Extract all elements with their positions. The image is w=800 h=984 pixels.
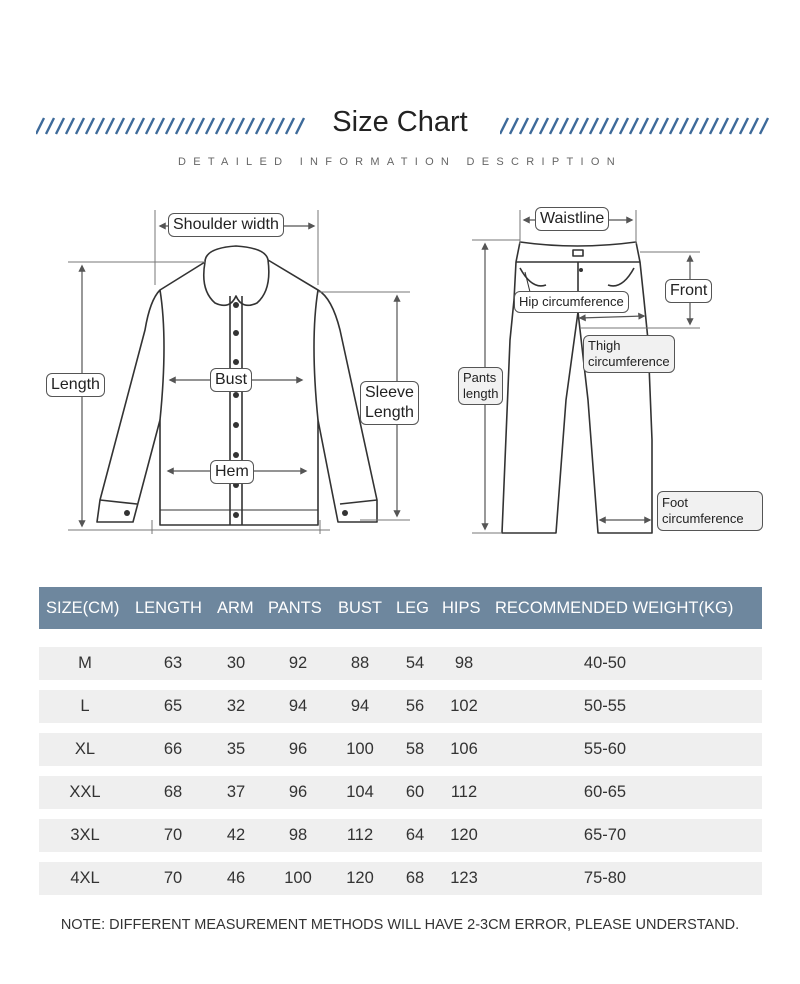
cell-leg: 68 (405, 869, 425, 887)
cell-weight: 50-55 (583, 697, 627, 715)
cell-bust: 94 (350, 697, 370, 715)
cell-size: 4XL (70, 869, 100, 887)
header-size: SIZE(CM) (46, 599, 120, 617)
decorative-slashes-right (500, 116, 770, 136)
header-pants: PANTS (268, 599, 322, 617)
cell-length: 65 (163, 697, 183, 715)
pants-length-line2: length (463, 386, 499, 401)
cell-leg: 56 (405, 697, 425, 715)
table-row (39, 733, 762, 766)
cell-leg: 60 (405, 783, 425, 801)
cell-hips: 123 (450, 869, 478, 887)
pants-length-line1: Pants (463, 370, 497, 385)
header (0, 100, 800, 180)
cell-length: 70 (163, 869, 183, 887)
cell-pants: 98 (288, 826, 308, 844)
hem-label: Hem (210, 460, 254, 484)
sleeve-length-line1: Sleeve (365, 384, 414, 401)
cell-bust: 100 (346, 740, 374, 758)
cell-weight: 65-70 (583, 826, 627, 844)
measurement-note: NOTE: DIFFERENT MEASUREMENT METHODS WILL HAVE 2-3CM ERROR, PLEASE UNDERSTAND. (60, 917, 740, 933)
cell-length: 70 (163, 826, 183, 844)
cell-weight: 60-65 (583, 783, 627, 801)
header-arm: ARM (217, 599, 254, 617)
header-weight: RECOMMENDED WEIGHT(KG) (495, 599, 734, 617)
cell-weight: 75-80 (583, 869, 627, 887)
cell-pants: 92 (288, 654, 308, 672)
front-label: Front (665, 279, 712, 303)
waistline-label: Waistline (535, 207, 609, 231)
cell-arm: 32 (226, 697, 246, 715)
cell-size: XXL (69, 783, 101, 801)
cell-bust: 104 (346, 783, 374, 801)
cell-leg: 58 (405, 740, 425, 758)
cell-leg: 64 (405, 826, 425, 844)
cell-arm: 46 (226, 869, 246, 887)
shoulder-width-label: Shoulder width (168, 213, 284, 237)
header-bust: BUST (338, 599, 383, 617)
cell-weight: 55-60 (583, 740, 627, 758)
cell-pants: 100 (284, 869, 312, 887)
table-row (39, 776, 762, 809)
cell-size: L (80, 697, 90, 715)
sleeve-length-line2: Length (365, 404, 414, 421)
cell-hips: 112 (450, 783, 478, 801)
cell-hips: 102 (450, 697, 478, 715)
cell-length: 66 (163, 740, 183, 758)
cell-hips: 120 (450, 826, 478, 844)
thigh-line2: circumference (588, 354, 670, 369)
cell-size: 3XL (70, 826, 100, 844)
cell-size: XL (74, 740, 96, 758)
cell-arm: 37 (226, 783, 246, 801)
header-hips: HIPS (442, 599, 481, 617)
thigh-circumference-label (583, 335, 675, 373)
cell-weight: 40-50 (583, 654, 627, 672)
page-title: Size Chart (332, 106, 468, 138)
measurement-diagrams (0, 195, 800, 545)
foot-line2: circumference (662, 511, 744, 526)
thigh-line1: Thigh (588, 338, 621, 353)
bust-label: Bust (210, 368, 252, 392)
header-length: LENGTH (135, 599, 202, 617)
cell-leg: 54 (405, 654, 425, 672)
sleeve-length-label (360, 381, 419, 425)
cell-arm: 42 (226, 826, 246, 844)
size-table (39, 587, 762, 895)
cell-bust: 112 (346, 826, 374, 844)
cell-arm: 30 (226, 654, 246, 672)
cell-arm: 35 (226, 740, 246, 758)
cell-hips: 98 (454, 654, 474, 672)
table-row (39, 647, 762, 680)
table-header (39, 587, 762, 629)
length-label: Length (46, 373, 105, 397)
header-leg: LEG (396, 599, 430, 617)
cell-pants: 94 (288, 697, 308, 715)
cell-length: 63 (163, 654, 183, 672)
hip-circumference-label: Hip circumference (514, 291, 629, 313)
cell-pants: 96 (288, 740, 308, 758)
cell-size: M (78, 654, 92, 672)
pants-length-label (458, 367, 503, 405)
table-row (39, 862, 762, 895)
cell-hips: 106 (450, 740, 478, 758)
cell-pants: 96 (288, 783, 308, 801)
table-row (39, 819, 762, 852)
cell-bust: 88 (350, 654, 370, 672)
decorative-slashes-left (36, 116, 306, 136)
page-subtitle: DETAILED INFORMATION DESCRIPTION (177, 156, 623, 168)
foot-circumference-label (657, 491, 763, 531)
cell-bust: 120 (346, 869, 374, 887)
foot-line1: Foot (662, 495, 689, 510)
cell-length: 68 (163, 783, 183, 801)
table-row (39, 690, 762, 723)
